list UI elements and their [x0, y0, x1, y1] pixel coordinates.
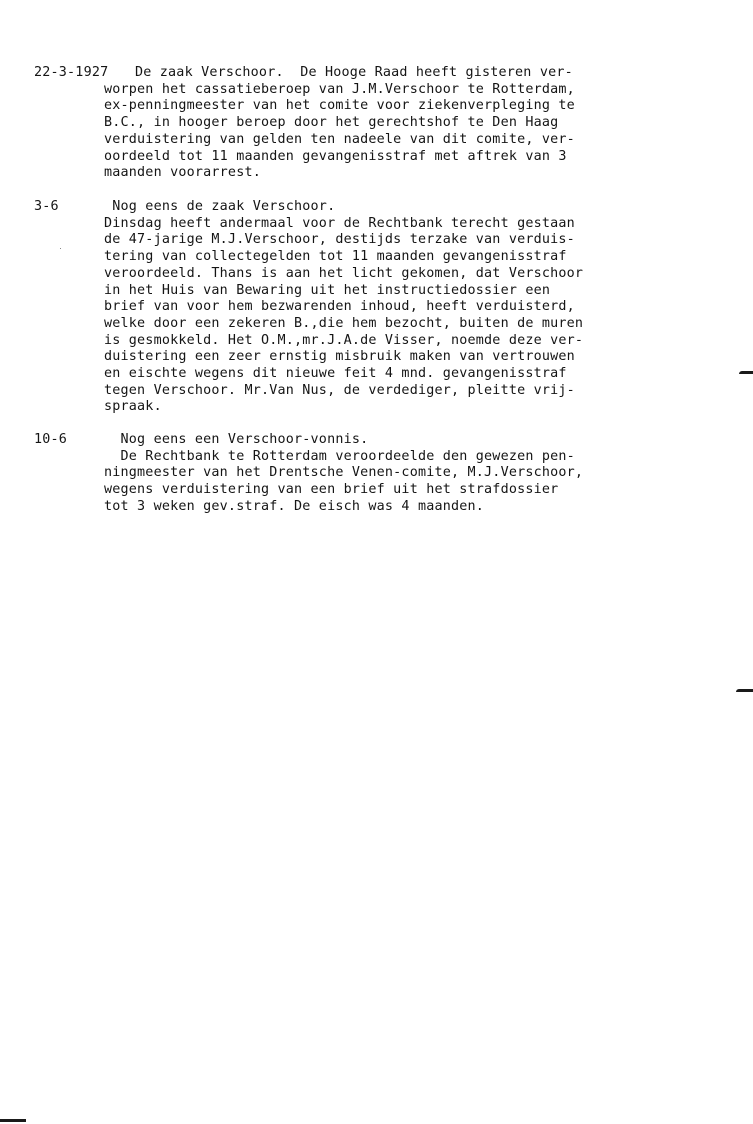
- entry-date: 3-6: [34, 199, 59, 214]
- entry-text-line: De zaak Verschoor. De Hooge Raad heeft gisteren ver-: [135, 65, 573, 80]
- entry-text-line: Nog eens een Verschoor-vonnis.: [104, 432, 369, 447]
- entry-text-line: tot 3 weken gev.straf. De eisch was 4 maanden.: [104, 498, 485, 514]
- entry-text-line: oordeeld tot 11 maanden gevangenisstraf met aftrek van 3: [104, 148, 567, 164]
- entry-text-line: wegens verduistering van een brief uit het strafdossier: [104, 482, 559, 498]
- scan-dot: [60, 248, 61, 249]
- entry-text-line: Nog eens de zaak Verschoor.: [104, 199, 336, 214]
- entry-text-line: B.C., in hooger beroep door het gerechtshof te Den Haag: [104, 115, 559, 131]
- scan-mark-bottom: [0, 1119, 26, 1122]
- entry-text-line: in het Huis van Bewaring uit het instructiedossier een: [104, 282, 551, 298]
- entry-text-line: maanden voorarrest.: [104, 165, 261, 181]
- entry-text-line: veroordeeld. Thans is aan het licht gekomen, dat Verschoor: [104, 265, 584, 281]
- entry-text-line: tegen Verschoor. Mr.Van Nus, de verdediger, pleitte vrij-: [104, 382, 575, 398]
- entry-text-line: is gesmokkeld. Het O.M.,mr.J.A.de Visser, noemde deze ver-: [104, 332, 584, 348]
- entry-date: 10-6: [34, 432, 68, 447]
- entry-text-line: de 47-jarige M.J.Verschoor, destijds terzake van verduis-: [104, 232, 575, 248]
- entry-date: 22-3-1927: [34, 65, 109, 80]
- entry-text-line: brief van voor hem bezwarenden inhoud, heeft verduisterd,: [104, 299, 575, 315]
- entry-text-line: ex-penningmeester van het comite voor ziekenverpleging te: [104, 98, 575, 114]
- entry-text-line: tering van collectegelden tot 11 maanden gevangenisstraf: [104, 249, 567, 265]
- entry-text-line: verduistering van gelden ten nadeele van dit comite, ver-: [104, 131, 575, 147]
- scan-mark-mid: [736, 689, 753, 692]
- entry-text-line: en eischte wegens dit nieuwe feit 4 mnd. gevangenisstraf: [104, 366, 567, 381]
- scan-mark-top: [739, 371, 753, 374]
- entry-text-line: De Rechtbank te Rotterdam veroordeelde den gewezen pen-: [104, 448, 575, 464]
- entry-text-line: worpen het cassatieberoep van J.M.Verschoor te Rotterdam,: [104, 81, 575, 97]
- entry-text-line: duistering een zeer ernstig misbruik maken van vertrouwen: [104, 349, 575, 365]
- entry-text-line: Dinsdag heeft andermaal voor de Rechtbank terecht gestaan: [104, 215, 575, 231]
- entry-text-line: welke door een zekeren B.,die hem bezocht, buiten de muren: [104, 315, 584, 331]
- entry-text-line: ningmeester van het Drentsche Venen-comite, M.J.Verschoor,: [104, 465, 584, 481]
- entry-text-line: spraak.: [104, 399, 162, 415]
